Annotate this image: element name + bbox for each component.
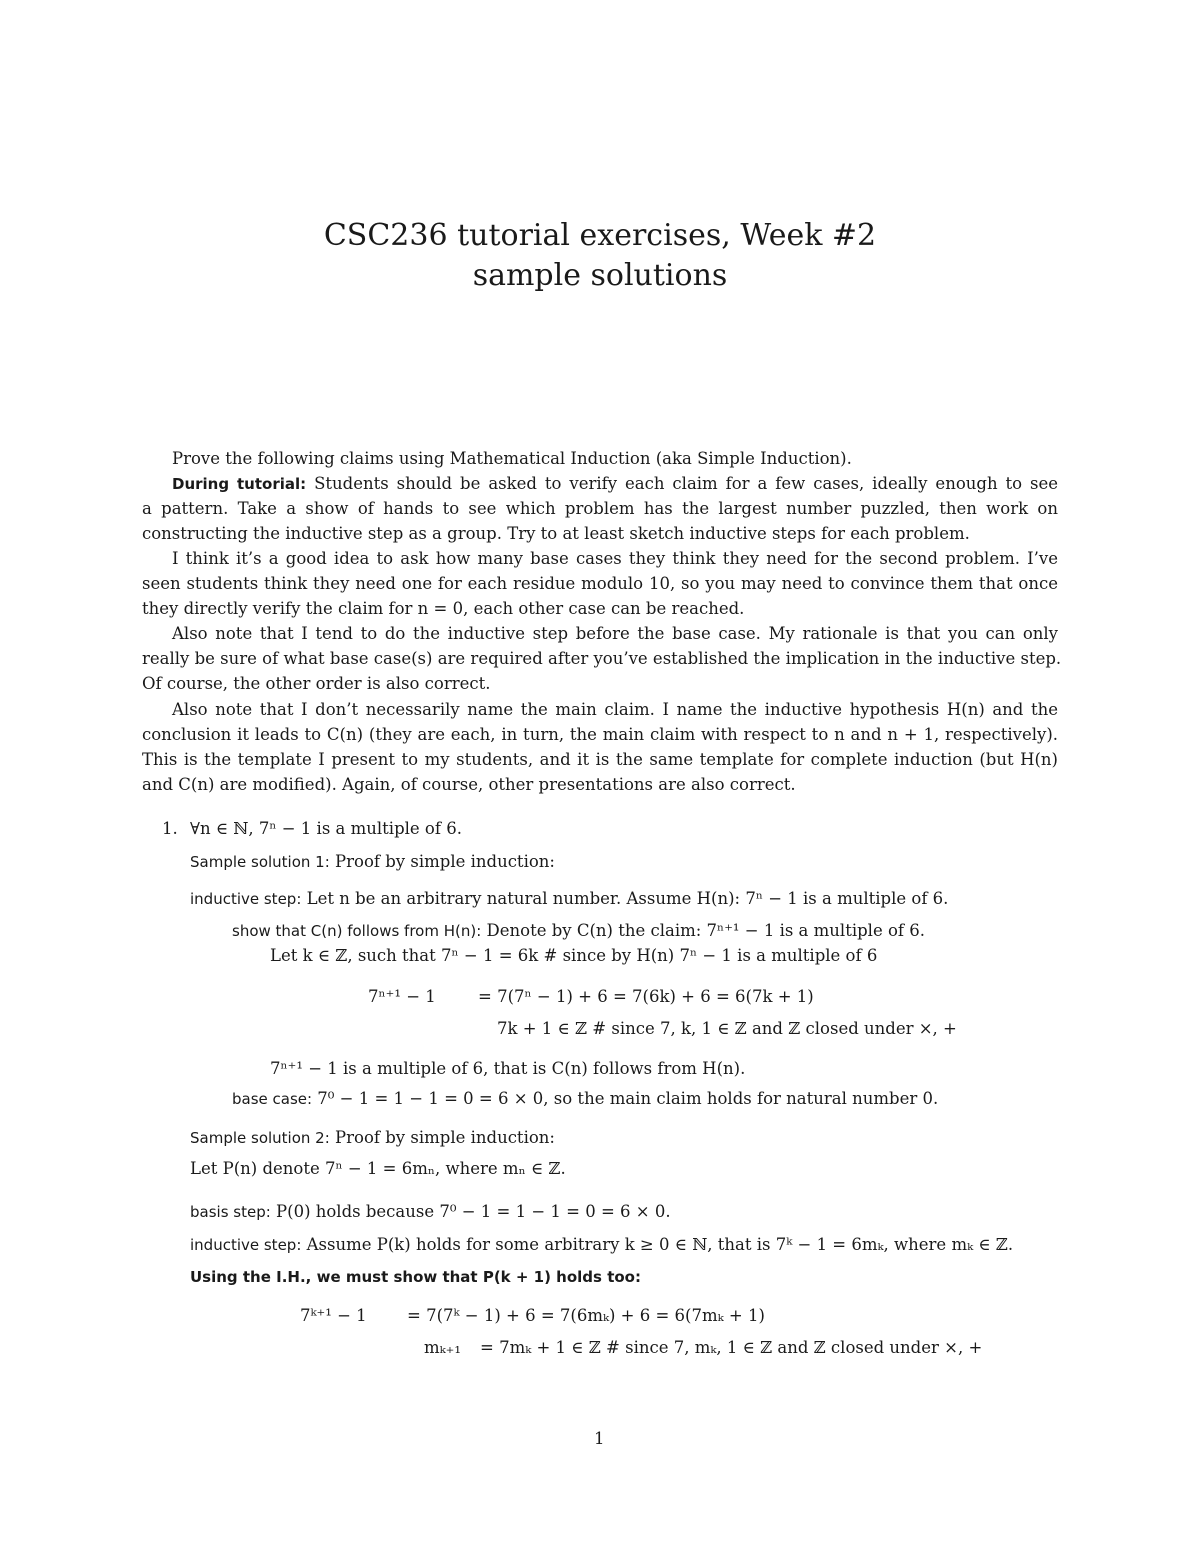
intro-paragraph-3-line-1: I think it’s a good idea to ask how many base cases they think they need for the second problem. I’ve bbox=[172, 549, 1058, 568]
problem-number: 1. bbox=[162, 819, 178, 838]
intro-paragraph-4-line-2: really be sure of what base case(s) are required after you’ve established the implication in the inductive step. bbox=[142, 649, 1062, 668]
intro-paragraph-3-line-3: they directly verify the claim for n = 0, each other case can be reached. bbox=[142, 599, 745, 618]
equation-3-rhs: = 7(7ᵏ − 1) + 6 = 7(6mₖ) + 6 = 6(7mₖ + 1) bbox=[407, 1306, 765, 1325]
intro-paragraph-5-line-2: conclusion it leads to C(n) (they are each, in turn, the main claim with respect to n and n + 1, respectively). bbox=[142, 725, 1058, 744]
intro-paragraph-2-line-2: a pattern. Take a show of hands to see which problem has the largest number puzzled, then work on bbox=[142, 499, 1058, 518]
inductive-step-text: Let n be an arbitrary natural number. Assume H(n): 7ⁿ − 1 is a multiple of 6. bbox=[301, 889, 949, 908]
intro-paragraph-2-line-1 bbox=[142, 471, 1058, 497]
sample-solution-1-label: Sample solution 1: bbox=[190, 853, 330, 871]
equation-1-rhs: = 7(7ⁿ − 1) + 6 = 7(6k) + 6 = 6(7k + 1) bbox=[478, 987, 814, 1006]
basis-step-text: P(0) holds because 7⁰ − 1 = 1 − 1 = 0 = 6 × 0. bbox=[270, 1202, 671, 1221]
equation-4-rhs: = 7mₖ + 1 ∈ ℤ # since 7, mₖ, 1 ∈ ℤ and ℤ closed under ×, + bbox=[480, 1338, 983, 1357]
inductive-step-line bbox=[190, 886, 948, 912]
intro-paragraph-5-line-1: Also note that I don’t necessarily name the main claim. I name the inductive hypothesis H(n) and the bbox=[172, 700, 1058, 719]
let-p-line: Let P(n) denote 7ⁿ − 1 = 6mₙ, where mₙ ∈ ℤ. bbox=[190, 1159, 566, 1178]
intro-paragraph-3-line-2: seen students think they need one for each residue modulo 10, so you may need to convince them that once bbox=[142, 574, 1058, 593]
base-case-line bbox=[232, 1086, 938, 1112]
document-title-line1: CSC236 tutorial exercises, Week #2 bbox=[323, 218, 877, 253]
intro-paragraph-1: Prove the following claims using Mathematical Induction (aka Simple Induction). bbox=[172, 449, 852, 468]
base-case-text: 7⁰ − 1 = 1 − 1 = 0 = 6 × 0, so the main claim holds for natural number 0. bbox=[312, 1089, 939, 1108]
let-k-line: Let k ∈ ℤ, such that 7ⁿ − 1 = 6k # since by H(n) 7ⁿ − 1 is a multiple of 6 bbox=[270, 946, 878, 965]
sample-solution-2-heading bbox=[190, 1125, 555, 1151]
inductive-step-2-line bbox=[190, 1232, 1013, 1258]
inductive-step-2-text: Assume P(k) holds for some arbitrary k ≥ 0 ∈ ℕ, that is 7ᵏ − 1 = 6mₖ, where mₖ ∈ ℤ. bbox=[301, 1235, 1014, 1254]
intro-paragraph-4-line-3: Of course, the other order is also correct. bbox=[142, 674, 491, 693]
during-tutorial-label: During tutorial: bbox=[172, 475, 307, 493]
intro-paragraph-5-line-4: and C(n) are modified). Again, of course, other presentations are also correct. bbox=[142, 775, 796, 794]
basis-step-line bbox=[190, 1199, 671, 1225]
intro-paragraph-4-line-1: Also note that I tend to do the inductive step before the base case. My rationale is that you can only bbox=[172, 624, 1058, 643]
document-title-line2: sample solutions bbox=[472, 258, 728, 293]
during-tutorial-text: Students should be asked to verify each claim for a few cases, ideally enough to see bbox=[306, 474, 1059, 493]
show-that-line bbox=[232, 918, 925, 944]
base-case-label: base case: bbox=[232, 1090, 313, 1108]
intro-paragraph-5-line-3: This is the template I present to my students, and it is the same template for complete induction (but H(n) bbox=[142, 750, 1058, 769]
using-ih-label: Using the I.H., we must show that P(k + 1) holds too: bbox=[190, 1268, 641, 1286]
sample-solution-1-text: Proof by simple induction: bbox=[329, 852, 555, 871]
equation-4-lhs: mₖ₊₁ bbox=[424, 1338, 461, 1357]
basis-step-label: basis step: bbox=[190, 1203, 271, 1221]
sample-solution-1-heading bbox=[190, 849, 555, 875]
sample-solution-2-text: Proof by simple induction: bbox=[329, 1128, 555, 1147]
inductive-step-2-label: inductive step: bbox=[190, 1236, 302, 1254]
inductive-conclusion: 7ⁿ⁺¹ − 1 is a multiple of 6, that is C(n) follows from H(n). bbox=[270, 1059, 746, 1078]
problem-statement: ∀n ∈ ℕ, 7ⁿ − 1 is a multiple of 6. bbox=[190, 819, 462, 838]
page-number: 1 bbox=[594, 1429, 605, 1448]
equation-2: 7k + 1 ∈ ℤ # since 7, k, 1 ∈ ℤ and ℤ closed under ×, + bbox=[497, 1019, 957, 1038]
inductive-step-label: inductive step: bbox=[190, 890, 302, 908]
using-ih-line bbox=[190, 1264, 641, 1290]
sample-solution-2-label: Sample solution 2: bbox=[190, 1129, 330, 1147]
intro-paragraph-2-line-3: constructing the inductive step as a group. Try to at least sketch inductive steps for each problem. bbox=[142, 524, 970, 543]
show-that-text: Denote by C(n) the claim: 7ⁿ⁺¹ − 1 is a multiple of 6. bbox=[481, 921, 925, 940]
equation-1-lhs: 7ⁿ⁺¹ − 1 bbox=[368, 987, 436, 1006]
show-that-label: show that C(n) follows from H(n): bbox=[232, 922, 482, 940]
equation-3-lhs: 7ᵏ⁺¹ − 1 bbox=[300, 1306, 367, 1325]
